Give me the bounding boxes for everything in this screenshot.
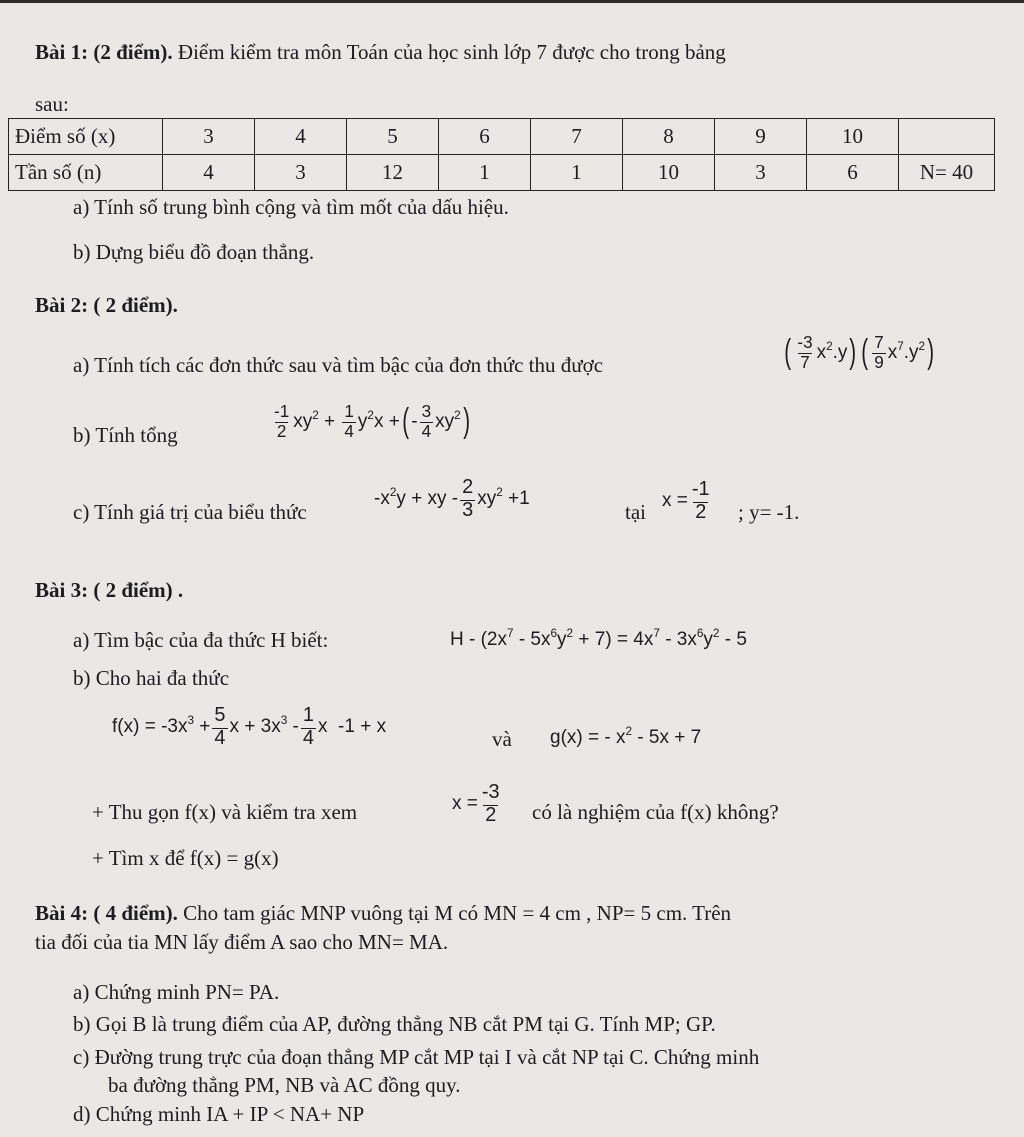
table-cell: 1 — [439, 155, 531, 191]
bai3-b: b) Cho hai đa thức — [73, 666, 230, 690]
table-cell: N= 40 — [899, 155, 995, 191]
bai2-b-expression: $\frac{-1}{2}$ xy 2 + $\frac{1}{4}$ y 2 x + ( - $\frac{3}{4}$ xy 2 ) — [274, 402, 470, 442]
bai1-b: b) Dựng biểu đồ đoạn thẳng. — [73, 240, 315, 264]
table-cell: 3 — [715, 155, 807, 191]
bai3-a-expression: H - (2x 7 - 5x 6 y 2 + 7) = 4x 7 - 3x 6 y 2 - 5 — [450, 627, 747, 650]
bai3-x-value: x = $\frac{-3}{2}$ — [452, 781, 500, 826]
table-cell: 3 — [163, 119, 255, 155]
bai4-line1 — [35, 901, 731, 926]
bai2-c-x-value: x = $\frac{-1}{2}$ — [662, 478, 710, 523]
table-cell: 12 — [347, 155, 439, 191]
table-cell: 8 — [623, 119, 715, 155]
table-header-cell: Điểm số (x) — [9, 119, 163, 155]
bai2-heading: Bài 2: ( 2 điểm). — [35, 293, 178, 317]
table-cell: 1 — [531, 155, 623, 191]
table-cell: 6 — [807, 155, 899, 191]
bai4-b: b) Gọi B là trung điểm của AP, đường thẳng NB cắt PM tại G. Tính MP; GP. — [73, 1012, 716, 1036]
bai3-a: a) Tìm bậc của đa thức H biết: — [73, 628, 329, 652]
table-cell: 10 — [623, 155, 715, 191]
table-cell: 4 — [255, 119, 347, 155]
bai1-line2: sau: — [35, 92, 69, 116]
bai3-f-expression: f(x) = -3x 3 + $\frac{5}{4}$ x + 3x 3 - $\frac{1}{4}$ x -1 + x — [112, 704, 387, 749]
bai4-c2: ba đường thẳng PM, NB và AC đồng quy. — [108, 1073, 461, 1097]
bai3-heading: Bài 3: ( 2 điểm) . — [35, 578, 184, 602]
bai2-a: a) Tính tích các đơn thức sau và tìm bậc của đơn thức thu được — [73, 353, 604, 377]
bai4-heading: Bài 4: ( 4 điểm). — [35, 901, 178, 925]
bai3-thu-gon: + Thu gọn f(x) và kiểm tra xem — [92, 800, 358, 824]
bai1-a: a) Tính số trung bình cộng và tìm mốt của dấu hiệu. — [73, 195, 509, 219]
bai4-d: d) Chứng minh IA + IP < NA+ NP — [73, 1102, 365, 1126]
score-table — [8, 118, 995, 191]
bai3-tim-x-line — [92, 846, 279, 871]
bai3-g-expression: g(x) = - x 2 - 5x + 7 — [550, 725, 702, 748]
table-cell: 7 — [531, 119, 623, 155]
bai4-c1: c) Đường trung trực của đoạn thẳng MP cắt MP tại I và cắt NP tại C. Chứng minh — [73, 1045, 760, 1069]
bai3-nghiem: có là nghiệm của f(x) không? — [532, 800, 779, 824]
bai4-text: Cho tam giác MNP vuông tại M có MN = 4 cm , NP= 5 cm. Trên — [183, 901, 732, 925]
table-cell: 9 — [715, 119, 807, 155]
table-cell: 5 — [347, 119, 439, 155]
bai3-tim-x: + Tìm x để — [92, 846, 185, 870]
bai2-c-expression: -x 2 y + xy - $\frac{2}{3}$ xy 2 +1 — [374, 476, 530, 521]
bai2-c-tai: tại — [625, 500, 646, 524]
table-cell: 6 — [439, 119, 531, 155]
table-cell: 3 — [255, 155, 347, 191]
bai2-b: b) Tính tổng — [73, 423, 178, 447]
bai4-line2: tia đối của tia MN lấy điểm A sao cho MN= MA. — [35, 930, 449, 954]
table-row — [9, 155, 995, 191]
table-row — [9, 119, 995, 155]
bai3-tim-x-eq: f(x) = g(x) — [189, 846, 279, 870]
bai1-text: Điểm kiểm tra môn Toán của học sinh lớp 7 được cho trong bảng — [177, 40, 726, 64]
bai2-c-y-value: ; y= -1. — [738, 500, 800, 524]
bai3-va: và — [492, 727, 512, 751]
top-border — [0, 0, 1024, 3]
bai2-a-expression: ( $\frac{-3}{7}$ x 2 .y ) ( $\frac{7}{9}$ x 7 .y 2 ) — [784, 333, 935, 373]
table-header-cell: Tần số (n) — [9, 155, 163, 191]
table-cell: 10 — [807, 119, 899, 155]
bai2-c: c) Tính giá trị của biểu thức — [73, 500, 307, 524]
bai4-a: a) Chứng minh PN= PA. — [73, 980, 280, 1004]
bai1-line1 — [35, 40, 726, 65]
table-cell: 4 — [163, 155, 255, 191]
bai1-heading: Bài 1: (2 điểm). — [35, 40, 173, 64]
table-cell — [899, 119, 995, 155]
